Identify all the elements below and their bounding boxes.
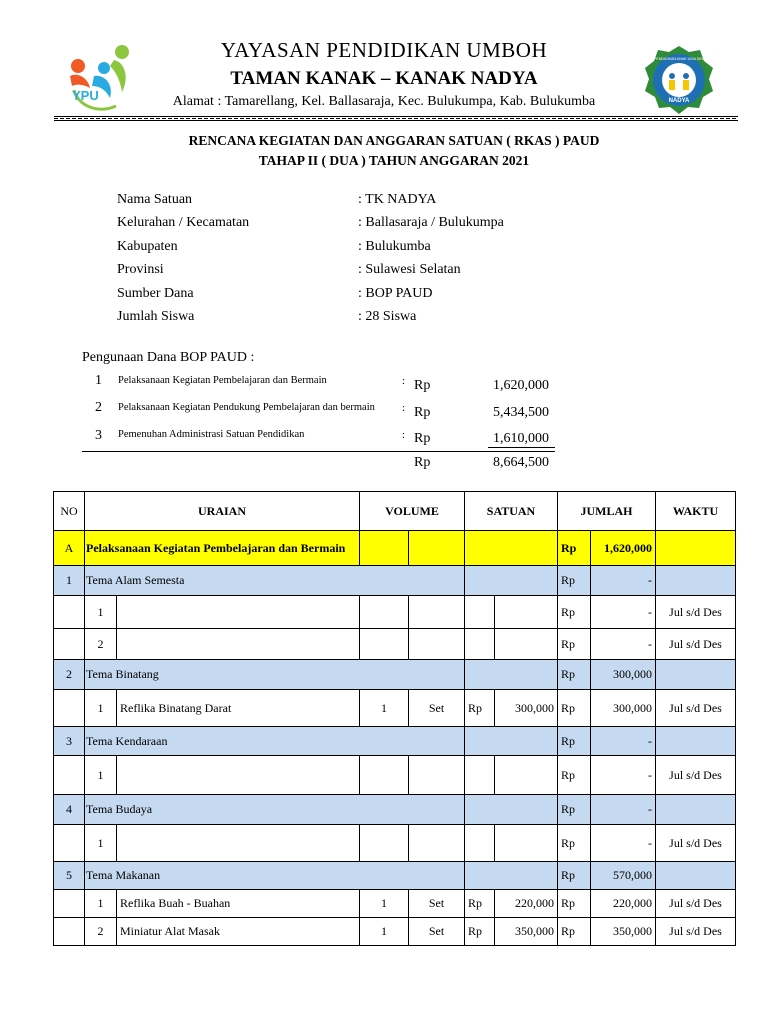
empty-cell: [465, 795, 558, 825]
item-period: Jul s/d Des: [656, 890, 736, 918]
group-currency: Rp: [558, 862, 591, 890]
group-row: [54, 566, 736, 596]
item-amount: -: [591, 825, 656, 862]
item-currency: Rp: [558, 690, 591, 727]
item-unit-price: 350,000: [495, 918, 558, 946]
item-unit: [409, 596, 465, 629]
item-unit-currency: [465, 596, 495, 629]
empty-cell: [465, 660, 558, 690]
section-no: A: [54, 531, 85, 566]
info-label: Sumber Dana: [117, 286, 194, 301]
group-no: 5: [54, 862, 85, 890]
item-number: 2: [85, 629, 117, 660]
item-volume: [360, 629, 409, 660]
item-unit-price: [495, 756, 558, 795]
info-label: Provinsi: [117, 262, 164, 277]
item-description: [117, 596, 360, 629]
item-unit-price: 220,000: [495, 890, 558, 918]
header-uraian: URAIAN: [85, 492, 360, 531]
usage-currency: Rp: [414, 378, 431, 393]
info-value: : Bulukumba: [358, 239, 431, 254]
section-row: [54, 531, 736, 566]
org-name: YAYASAN PENDIDIKAN UMBOH: [220, 38, 548, 62]
header-volume: VOLUME: [360, 492, 465, 531]
empty-cell: [656, 660, 736, 690]
school-address: Alamat : Tamarellang, Kel. Ballasaraja, Kec. Bulukumpa, Kab. Bulukumba: [172, 94, 596, 109]
empty-cell: [465, 727, 558, 756]
item-period: Jul s/d Des: [656, 756, 736, 795]
item-unit: [409, 825, 465, 862]
empty-cell: [656, 531, 736, 566]
empty-cell: [656, 795, 736, 825]
item-currency: Rp: [558, 756, 591, 795]
group-currency: Rp: [558, 566, 591, 596]
empty-cell: [54, 756, 85, 795]
item-description: Reflika Binatang Darat: [117, 690, 360, 727]
item-unit: [409, 629, 465, 660]
item-row: [54, 756, 736, 795]
item-unit-currency: Rp: [465, 690, 495, 727]
item-amount: -: [591, 596, 656, 629]
item-volume: [360, 756, 409, 795]
header-satuan: SATUAN: [465, 492, 558, 531]
item-number: 1: [85, 596, 117, 629]
group-row: [54, 660, 736, 690]
item-currency: Rp: [558, 918, 591, 946]
item-unit-price: [495, 825, 558, 862]
svg-text:YPU: YPU: [72, 88, 99, 103]
item-unit-currency: Rp: [465, 890, 495, 918]
usage-total-currency: Rp: [414, 455, 431, 470]
usage-total-amount: 8,664,500: [493, 455, 549, 470]
item-number: 1: [85, 756, 117, 795]
group-currency: Rp: [558, 660, 591, 690]
item-unit-currency: [465, 825, 495, 862]
item-unit: Set: [409, 690, 465, 727]
rkas-table: [53, 491, 736, 946]
empty-cell: [54, 629, 85, 660]
group-no: 3: [54, 727, 85, 756]
usage-heading: Pengunaan Dana BOP PAUD :: [82, 350, 255, 365]
item-unit-price: [495, 596, 558, 629]
info-value: : BOP PAUD: [358, 286, 433, 301]
item-amount: -: [591, 629, 656, 660]
group-title: Tema Makanan: [85, 862, 465, 890]
item-amount: -: [591, 756, 656, 795]
item-period: Jul s/d Des: [656, 825, 736, 862]
empty-cell: [465, 566, 558, 596]
group-no: 1: [54, 566, 85, 596]
usage-currency: Rp: [414, 405, 431, 420]
document-subtitle: TAHAP II ( DUA ) TAHUN ANGGARAN 2021: [258, 153, 530, 168]
item-unit-currency: Rp: [465, 918, 495, 946]
document-title: RENCANA KEGIATAN DAN ANGGARAN SATUAN ( RKAS ) PAUD: [188, 133, 600, 148]
item-period: Jul s/d Des: [656, 918, 736, 946]
group-currency: Rp: [558, 727, 591, 756]
group-currency: Rp: [558, 795, 591, 825]
section-amount: 1,620,000: [591, 531, 656, 566]
empty-cell: [409, 531, 465, 566]
item-unit-currency: [465, 629, 495, 660]
usage-divider: [82, 451, 555, 452]
usage-amount: 1,620,000: [493, 378, 549, 393]
item-unit-currency: [465, 756, 495, 795]
table-body: [54, 566, 736, 946]
group-row: [54, 727, 736, 756]
group-title: Tema Budaya: [85, 795, 465, 825]
usage-description: Pemenuhan Administrasi Satuan Pendidikan: [118, 429, 305, 440]
item-number: 1: [85, 825, 117, 862]
group-amount: -: [591, 727, 656, 756]
item-description: Miniatur Alat Masak: [117, 918, 360, 946]
info-value: : Sulawesi Selatan: [358, 262, 461, 277]
group-row: [54, 862, 736, 890]
group-title: Tema Kendaraan: [85, 727, 465, 756]
item-description: [117, 629, 360, 660]
item-row: [54, 629, 736, 660]
item-currency: Rp: [558, 825, 591, 862]
info-label: Nama Satuan: [117, 192, 193, 207]
item-description: Reflika Buah - Buahan: [117, 890, 360, 918]
group-no: 4: [54, 795, 85, 825]
header-divider: [54, 116, 738, 121]
header-no: NO: [54, 492, 85, 531]
empty-cell: [360, 531, 409, 566]
item-volume: [360, 596, 409, 629]
item-row: [54, 918, 736, 946]
group-row: [54, 795, 736, 825]
item-unit-price: 300,000: [495, 690, 558, 727]
group-amount: 570,000: [591, 862, 656, 890]
item-number: 2: [85, 918, 117, 946]
item-period: Jul s/d Des: [656, 690, 736, 727]
svg-text:NADYA: NADYA: [668, 98, 690, 104]
item-amount: 350,000: [591, 918, 656, 946]
item-currency: Rp: [558, 890, 591, 918]
info-value: : 28 Siswa: [358, 309, 417, 324]
item-row: [54, 596, 736, 629]
info-value: : TK NADYA: [358, 192, 437, 207]
info-label: Kelurahan / Kecamatan: [117, 215, 250, 230]
item-unit: [409, 756, 465, 795]
item-unit: Set: [409, 890, 465, 918]
item-volume: 1: [360, 690, 409, 727]
info-value: : Ballasaraja / Bulukumpa: [358, 215, 504, 230]
school-name: TAMAN KANAK – KANAK NADYA: [230, 68, 538, 89]
empty-cell: [656, 862, 736, 890]
usage-number: 1: [95, 373, 102, 388]
usage-number: 3: [95, 428, 102, 443]
usage-description: Pelaksanaan Kegiatan Pendukung Pembelajaran dan bermain: [118, 402, 375, 413]
empty-cell: [54, 918, 85, 946]
item-period: Jul s/d Des: [656, 629, 736, 660]
item-volume: 1: [360, 918, 409, 946]
item-number: 1: [85, 690, 117, 727]
group-amount: -: [591, 566, 656, 596]
empty-cell: [656, 566, 736, 596]
group-amount: -: [591, 795, 656, 825]
svg-text:PENDIDIKAN ANAK USIA DINI: PENDIDIKAN ANAK USIA DINI: [654, 57, 704, 61]
usage-amount: 1,610,000: [493, 431, 549, 446]
table-header-row: [54, 492, 736, 531]
info-label: Jumlah Siswa: [117, 309, 195, 324]
empty-cell: [54, 690, 85, 727]
usage-colon: :: [402, 429, 406, 441]
section-currency: Rp: [558, 531, 591, 566]
usage-description: Pelaksanaan Kegiatan Pembelajaran dan Bermain: [118, 375, 327, 386]
group-amount: 300,000: [591, 660, 656, 690]
empty-cell: [54, 890, 85, 918]
item-amount: 220,000: [591, 890, 656, 918]
usage-number: 2: [95, 400, 102, 415]
empty-cell: [465, 862, 558, 890]
group-no: 2: [54, 660, 85, 690]
usage-currency: Rp: [414, 431, 431, 446]
header-waktu: WAKTU: [656, 492, 736, 531]
item-currency: Rp: [558, 596, 591, 629]
empty-cell: [465, 531, 558, 566]
header-jumlah: JUMLAH: [558, 492, 656, 531]
section-title: Pelaksanaan Kegiatan Pembelajaran dan Bermain: [85, 531, 360, 566]
item-volume: [360, 825, 409, 862]
item-amount: 300,000: [591, 690, 656, 727]
item-row: [54, 690, 736, 727]
usage-amount: 5,434,500: [493, 405, 549, 420]
item-row: [54, 890, 736, 918]
item-currency: Rp: [558, 629, 591, 660]
item-period: Jul s/d Des: [656, 596, 736, 629]
item-unit: Set: [409, 918, 465, 946]
empty-cell: [54, 825, 85, 862]
empty-cell: [656, 727, 736, 756]
usage-colon: :: [402, 375, 406, 387]
group-title: Tema Binatang: [85, 660, 465, 690]
item-description: [117, 825, 360, 862]
item-number: 1: [85, 890, 117, 918]
item-description: [117, 756, 360, 795]
empty-cell: [54, 596, 85, 629]
usage-colon: :: [402, 402, 406, 414]
group-title: Tema Alam Semesta: [85, 566, 465, 596]
item-unit-price: [495, 629, 558, 660]
item-row: [54, 825, 736, 862]
item-volume: 1: [360, 890, 409, 918]
info-label: Kabupaten: [117, 239, 178, 254]
usage-sum-line: [488, 447, 555, 448]
